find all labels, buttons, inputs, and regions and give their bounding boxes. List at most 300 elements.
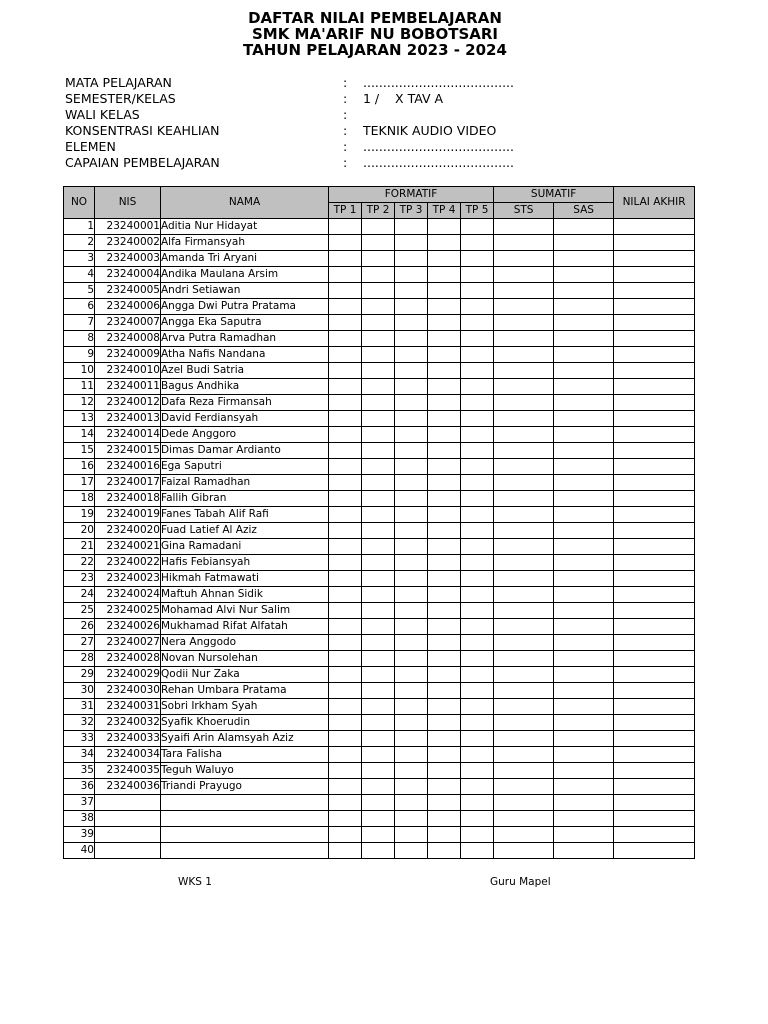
cell-tp-2	[362, 843, 395, 859]
cell-sas	[554, 779, 614, 795]
cell-nis: 23240007	[95, 315, 161, 331]
cell-tp-2	[362, 731, 395, 747]
table-row	[64, 603, 695, 619]
cell-nama	[161, 843, 329, 859]
cell-sts	[494, 843, 554, 859]
cell-tp-2	[362, 667, 395, 683]
cell-sts	[494, 571, 554, 587]
cell-tp-4	[428, 267, 461, 283]
cell-nilai-akhir	[614, 795, 695, 811]
cell-tp-4	[428, 459, 461, 475]
cell-tp-3	[395, 443, 428, 459]
meta-colon: :	[343, 139, 348, 154]
table-row	[64, 811, 695, 827]
cell-sts	[494, 667, 554, 683]
cell-tp-5	[461, 235, 494, 251]
cell-tp-4	[428, 235, 461, 251]
cell-sts	[494, 443, 554, 459]
meta-colon: :	[343, 75, 348, 90]
cell-sts	[494, 251, 554, 267]
cell-nis: 23240019	[95, 507, 161, 523]
cell-tp-1	[329, 235, 362, 251]
cell-tp-3	[395, 251, 428, 267]
cell-nilai-akhir	[614, 603, 695, 619]
cell-tp-1	[329, 427, 362, 443]
header-nama: NAMA	[161, 187, 329, 219]
cell-nama: Atha Nafis Nandana	[161, 347, 329, 363]
table-header	[64, 187, 695, 219]
cell-tp-3	[395, 651, 428, 667]
cell-tp-2	[362, 603, 395, 619]
cell-nilai-akhir	[614, 731, 695, 747]
cell-tp-5	[461, 747, 494, 763]
header-sts: STS	[494, 203, 554, 219]
cell-tp-2	[362, 347, 395, 363]
cell-tp-2	[362, 491, 395, 507]
cell-tp-2	[362, 411, 395, 427]
cell-tp-5	[461, 283, 494, 299]
cell-tp-5	[461, 587, 494, 603]
cell-tp-4	[428, 363, 461, 379]
cell-nilai-akhir	[614, 651, 695, 667]
cell-tp-5	[461, 379, 494, 395]
table-row	[64, 331, 695, 347]
cell-no: 29	[64, 667, 95, 683]
cell-tp-1	[329, 379, 362, 395]
cell-nama: Fanes Tabah Alif Rafi	[161, 507, 329, 523]
cell-tp-4	[428, 395, 461, 411]
cell-nilai-akhir	[614, 539, 695, 555]
cell-tp-1	[329, 331, 362, 347]
cell-nilai-akhir	[614, 427, 695, 443]
cell-nama: Aditia Nur Hidayat	[161, 219, 329, 235]
meta-label: SEMESTER/KELAS	[65, 91, 176, 106]
cell-tp-1	[329, 219, 362, 235]
cell-tp-1	[329, 523, 362, 539]
cell-nilai-akhir	[614, 523, 695, 539]
meta-value: ......................................	[363, 155, 514, 170]
table-row	[64, 779, 695, 795]
cell-tp-5	[461, 795, 494, 811]
cell-nilai-akhir	[614, 491, 695, 507]
cell-tp-3	[395, 779, 428, 795]
cell-sts	[494, 811, 554, 827]
cell-nilai-akhir	[614, 779, 695, 795]
cell-nilai-akhir	[614, 459, 695, 475]
cell-nama: Fallih Gibran	[161, 491, 329, 507]
cell-tp-1	[329, 267, 362, 283]
cell-tp-4	[428, 315, 461, 331]
table-row	[64, 539, 695, 555]
table-row	[64, 619, 695, 635]
cell-sas	[554, 683, 614, 699]
cell-tp-5	[461, 411, 494, 427]
cell-tp-1	[329, 507, 362, 523]
cell-nis: 23240031	[95, 699, 161, 715]
meta-info	[65, 75, 514, 171]
table-row	[64, 443, 695, 459]
cell-sas	[554, 763, 614, 779]
cell-tp-2	[362, 251, 395, 267]
cell-nilai-akhir	[614, 507, 695, 523]
cell-tp-2	[362, 443, 395, 459]
cell-sts	[494, 219, 554, 235]
cell-nilai-akhir	[614, 219, 695, 235]
cell-tp-3	[395, 667, 428, 683]
table-row	[64, 763, 695, 779]
cell-no: 30	[64, 683, 95, 699]
cell-tp-4	[428, 523, 461, 539]
cell-sts	[494, 619, 554, 635]
cell-tp-3	[395, 523, 428, 539]
cell-tp-2	[362, 475, 395, 491]
cell-nilai-akhir	[614, 347, 695, 363]
cell-tp-1	[329, 283, 362, 299]
cell-nama: Maftuh Ahnan Sidik	[161, 587, 329, 603]
cell-nis: 23240017	[95, 475, 161, 491]
header-nilai-akhir: NILAI AKHIR	[614, 187, 695, 219]
cell-tp-3	[395, 475, 428, 491]
cell-nis	[95, 811, 161, 827]
cell-tp-1	[329, 651, 362, 667]
cell-tp-3	[395, 459, 428, 475]
cell-tp-2	[362, 811, 395, 827]
cell-sts	[494, 507, 554, 523]
cell-tp-4	[428, 699, 461, 715]
cell-nilai-akhir	[614, 747, 695, 763]
cell-sts	[494, 539, 554, 555]
meta-label: KONSENTRASI KEAHLIAN	[65, 123, 220, 138]
cell-no: 23	[64, 571, 95, 587]
cell-nis: 23240014	[95, 427, 161, 443]
cell-nis: 23240018	[95, 491, 161, 507]
cell-nilai-akhir	[614, 811, 695, 827]
cell-tp-4	[428, 667, 461, 683]
cell-tp-4	[428, 331, 461, 347]
cell-nama: Alfa Firmansyah	[161, 235, 329, 251]
cell-sts	[494, 459, 554, 475]
cell-tp-4	[428, 811, 461, 827]
cell-nama: Angga Dwi Putra Pratama	[161, 299, 329, 315]
cell-tp-5	[461, 363, 494, 379]
cell-nilai-akhir	[614, 667, 695, 683]
cell-nis: 23240005	[95, 283, 161, 299]
cell-nilai-akhir	[614, 715, 695, 731]
meta-value: TEKNIK AUDIO VIDEO	[363, 123, 497, 138]
cell-sas	[554, 219, 614, 235]
cell-sts	[494, 587, 554, 603]
cell-tp-4	[428, 299, 461, 315]
table-row	[64, 315, 695, 331]
meta-colon: :	[343, 123, 348, 138]
cell-nama: Mohamad Alvi Nur Salim	[161, 603, 329, 619]
cell-nis: 23240028	[95, 651, 161, 667]
cell-sts	[494, 427, 554, 443]
meta-label: WALI KELAS	[65, 107, 140, 122]
cell-tp-1	[329, 827, 362, 843]
cell-no: 32	[64, 715, 95, 731]
cell-nama: Mukhamad Rifat Alfatah	[161, 619, 329, 635]
cell-sas	[554, 235, 614, 251]
cell-tp-1	[329, 731, 362, 747]
cell-nilai-akhir	[614, 363, 695, 379]
cell-sas	[554, 491, 614, 507]
cell-sas	[554, 251, 614, 267]
cell-tp-3	[395, 379, 428, 395]
cell-tp-2	[362, 299, 395, 315]
cell-sts	[494, 235, 554, 251]
cell-nilai-akhir	[614, 299, 695, 315]
header-tp-2: TP 2	[362, 203, 395, 219]
cell-tp-2	[362, 283, 395, 299]
cell-no: 25	[64, 603, 95, 619]
table-row	[64, 795, 695, 811]
cell-tp-4	[428, 539, 461, 555]
cell-tp-4	[428, 603, 461, 619]
cell-nis: 23240020	[95, 523, 161, 539]
cell-nama: David Ferdiansyah	[161, 411, 329, 427]
cell-nis: 23240032	[95, 715, 161, 731]
cell-tp-5	[461, 619, 494, 635]
cell-nilai-akhir	[614, 475, 695, 491]
cell-tp-2	[362, 571, 395, 587]
cell-tp-2	[362, 795, 395, 811]
cell-sts	[494, 379, 554, 395]
cell-tp-5	[461, 267, 494, 283]
table-row	[64, 731, 695, 747]
cell-sas	[554, 539, 614, 555]
cell-tp-2	[362, 779, 395, 795]
cell-sas	[554, 331, 614, 347]
cell-no: 2	[64, 235, 95, 251]
cell-sts	[494, 523, 554, 539]
cell-sas	[554, 299, 614, 315]
cell-sts	[494, 731, 554, 747]
cell-tp-1	[329, 843, 362, 859]
table-row	[64, 299, 695, 315]
cell-sts	[494, 267, 554, 283]
cell-tp-3	[395, 603, 428, 619]
cell-tp-1	[329, 763, 362, 779]
table-row	[64, 587, 695, 603]
cell-nama: Fuad Latief Al Aziz	[161, 523, 329, 539]
cell-sts	[494, 299, 554, 315]
cell-sas	[554, 475, 614, 491]
cell-sts	[494, 283, 554, 299]
cell-tp-4	[428, 555, 461, 571]
cell-tp-5	[461, 635, 494, 651]
cell-nis: 23240029	[95, 667, 161, 683]
cell-nama: Tara Falisha	[161, 747, 329, 763]
header-formatif: FORMATIF	[329, 187, 494, 203]
cell-nama: Bagus Andhika	[161, 379, 329, 395]
cell-sts	[494, 603, 554, 619]
table-row	[64, 267, 695, 283]
cell-nis: 23240004	[95, 267, 161, 283]
cell-tp-4	[428, 827, 461, 843]
cell-nilai-akhir	[614, 699, 695, 715]
cell-tp-2	[362, 267, 395, 283]
cell-tp-2	[362, 715, 395, 731]
cell-sas	[554, 507, 614, 523]
cell-no: 11	[64, 379, 95, 395]
cell-sas	[554, 651, 614, 667]
cell-no: 20	[64, 523, 95, 539]
cell-sas	[554, 667, 614, 683]
cell-tp-4	[428, 219, 461, 235]
cell-tp-3	[395, 347, 428, 363]
cell-no: 33	[64, 731, 95, 747]
cell-sts	[494, 315, 554, 331]
cell-tp-5	[461, 443, 494, 459]
table-row	[64, 667, 695, 683]
cell-tp-1	[329, 443, 362, 459]
cell-nis: 23240036	[95, 779, 161, 795]
cell-tp-3	[395, 683, 428, 699]
cell-sts	[494, 715, 554, 731]
cell-nilai-akhir	[614, 331, 695, 347]
cell-nama	[161, 811, 329, 827]
cell-tp-4	[428, 683, 461, 699]
cell-nama	[161, 827, 329, 843]
cell-sas	[554, 427, 614, 443]
cell-tp-3	[395, 619, 428, 635]
cell-nis: 23240011	[95, 379, 161, 395]
cell-nis: 23240027	[95, 635, 161, 651]
cell-sas	[554, 555, 614, 571]
cell-tp-3	[395, 219, 428, 235]
cell-no: 19	[64, 507, 95, 523]
cell-no: 6	[64, 299, 95, 315]
meta-colon: :	[343, 155, 348, 170]
cell-tp-4	[428, 795, 461, 811]
cell-sts	[494, 747, 554, 763]
cell-tp-1	[329, 667, 362, 683]
cell-tp-4	[428, 507, 461, 523]
cell-sas	[554, 315, 614, 331]
table-row	[64, 427, 695, 443]
cell-sas	[554, 363, 614, 379]
footer-guru-mapel: Guru Mapel	[490, 876, 551, 888]
cell-tp-1	[329, 715, 362, 731]
cell-tp-2	[362, 699, 395, 715]
cell-no: 40	[64, 843, 95, 859]
cell-tp-3	[395, 539, 428, 555]
table-row	[64, 683, 695, 699]
cell-nama: Syaifi Arin Alamsyah Aziz	[161, 731, 329, 747]
cell-tp-2	[362, 651, 395, 667]
cell-tp-3	[395, 699, 428, 715]
meta-row-wali-kelas	[65, 107, 514, 123]
cell-nilai-akhir	[614, 395, 695, 411]
cell-nis: 23240001	[95, 219, 161, 235]
cell-tp-2	[362, 331, 395, 347]
cell-nilai-akhir	[614, 235, 695, 251]
table-row	[64, 523, 695, 539]
cell-tp-4	[428, 491, 461, 507]
cell-nilai-akhir	[614, 571, 695, 587]
cell-tp-1	[329, 347, 362, 363]
cell-tp-2	[362, 427, 395, 443]
cell-no: 24	[64, 587, 95, 603]
cell-tp-1	[329, 251, 362, 267]
cell-no: 26	[64, 619, 95, 635]
cell-nilai-akhir	[614, 315, 695, 331]
cell-tp-3	[395, 427, 428, 443]
cell-tp-5	[461, 523, 494, 539]
cell-tp-1	[329, 603, 362, 619]
table-row	[64, 715, 695, 731]
cell-tp-1	[329, 539, 362, 555]
header-sumatif: SUMATIF	[494, 187, 614, 203]
cell-no: 7	[64, 315, 95, 331]
cell-no: 14	[64, 427, 95, 443]
cell-nis: 23240002	[95, 235, 161, 251]
cell-nama: Sobri Irkham Syah	[161, 699, 329, 715]
cell-nama: Dimas Damar Ardianto	[161, 443, 329, 459]
cell-sts	[494, 635, 554, 651]
cell-no: 27	[64, 635, 95, 651]
cell-nama: Hafis Febiansyah	[161, 555, 329, 571]
cell-tp-1	[329, 683, 362, 699]
cell-tp-3	[395, 315, 428, 331]
cell-nilai-akhir	[614, 683, 695, 699]
cell-nilai-akhir	[614, 763, 695, 779]
cell-tp-3	[395, 267, 428, 283]
table-row	[64, 395, 695, 411]
cell-tp-4	[428, 587, 461, 603]
cell-nis	[95, 843, 161, 859]
cell-nis	[95, 795, 161, 811]
table-row	[64, 235, 695, 251]
cell-no: 31	[64, 699, 95, 715]
cell-tp-5	[461, 219, 494, 235]
cell-nis: 23240009	[95, 347, 161, 363]
cell-tp-5	[461, 347, 494, 363]
cell-sts	[494, 347, 554, 363]
cell-no: 16	[64, 459, 95, 475]
cell-no: 5	[64, 283, 95, 299]
table-row	[64, 283, 695, 299]
cell-tp-5	[461, 603, 494, 619]
cell-nis: 23240024	[95, 587, 161, 603]
cell-tp-4	[428, 651, 461, 667]
cell-tp-2	[362, 219, 395, 235]
cell-tp-2	[362, 635, 395, 651]
cell-tp-5	[461, 699, 494, 715]
cell-tp-4	[428, 347, 461, 363]
cell-no: 15	[64, 443, 95, 459]
cell-nama: Teguh Waluyo	[161, 763, 329, 779]
cell-tp-4	[428, 619, 461, 635]
cell-no: 36	[64, 779, 95, 795]
cell-tp-3	[395, 747, 428, 763]
table-row	[64, 827, 695, 843]
cell-nama: Dafa Reza Firmansah	[161, 395, 329, 411]
cell-sts	[494, 699, 554, 715]
header-tp-1: TP 1	[329, 203, 362, 219]
cell-sas	[554, 459, 614, 475]
cell-tp-2	[362, 587, 395, 603]
document-title	[0, 10, 750, 58]
cell-tp-2	[362, 315, 395, 331]
cell-no: 12	[64, 395, 95, 411]
table-row	[64, 843, 695, 859]
table-row	[64, 411, 695, 427]
cell-nis: 23240013	[95, 411, 161, 427]
cell-tp-3	[395, 411, 428, 427]
cell-nilai-akhir	[614, 843, 695, 859]
